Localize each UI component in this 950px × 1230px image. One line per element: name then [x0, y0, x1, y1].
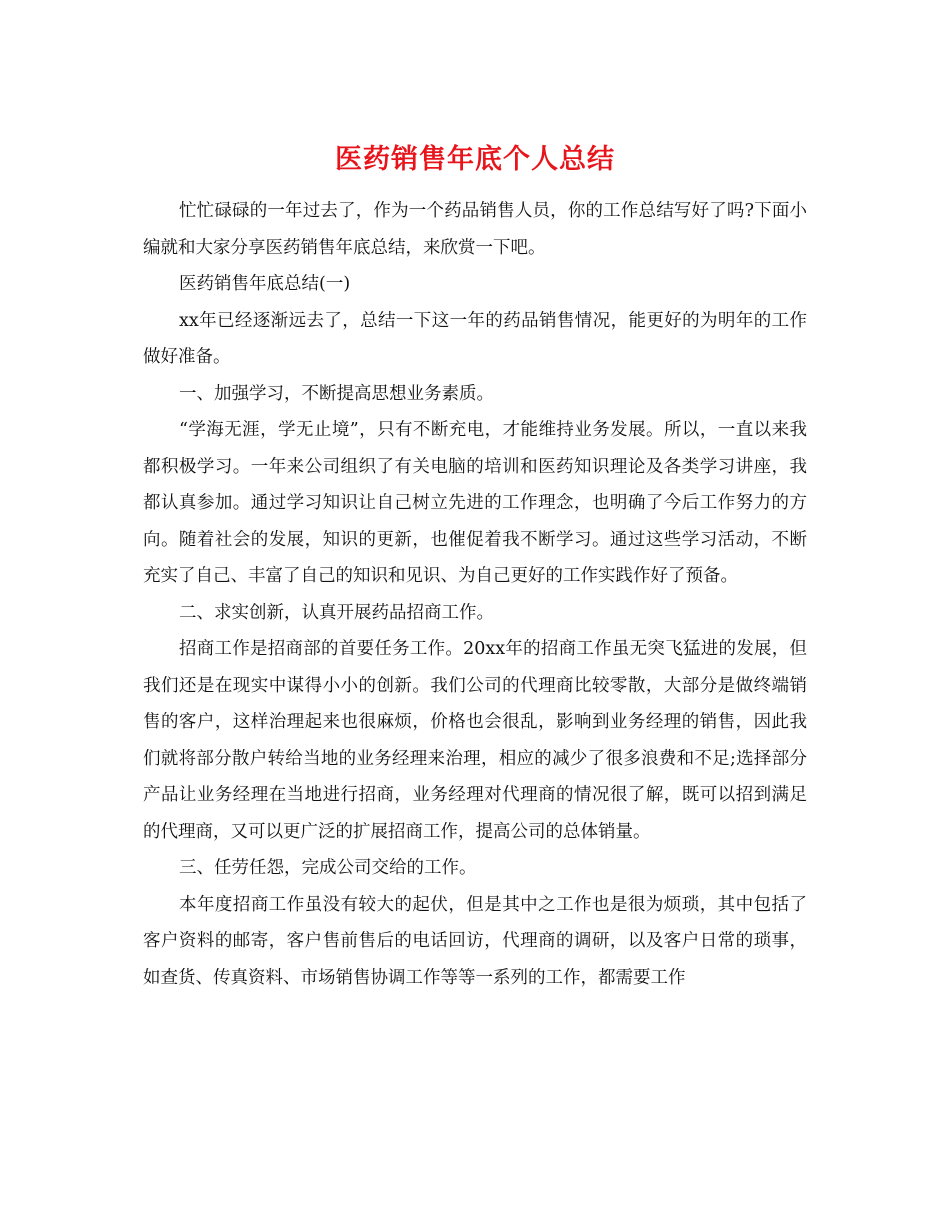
- section-heading-2: 二、求实创新，认真开展药品招商工作。: [179, 602, 494, 623]
- paragraph: xx年已经逐渐远去了，总结一下这一年的药品销售情况，能更好的为明年的工作做好准备。: [143, 310, 807, 367]
- paragraph: 本年度招商工作虽没有较大的起伏，但是其中之工作也是很为烦琐，其中包括了客户资料的邮寄，客户售前售后的电话回访，代理商的调研，以及客户日常的琐事，如查货、传真资料、市场销售协调工作等等一系列的工作，都需要工作: [143, 894, 807, 988]
- paragraph: 招商工作是招商部的首要任务工作。20xx年的招商工作虽无突飞猛进的发展，但我们还是在现实中谋得小小的创新。我们公司的代理商比较零散，大部分是做终端销售的客户，这样治理起来也很麻烦，价格也会很乱，影响到业务经理的销售，因此我们就将部分散户转给当地的业务经理来治理，相应的减少了很多浪费和不足;选择部分产品让业务经理在当地进行招商，业务经理对代理商的情况很了解，既可以招到满足的代理商，又可以更广泛的扩展招商工作，提高公司的总体销量。: [143, 639, 807, 842]
- document-body: [143, 193, 807, 996]
- section-heading-3: 三、任劳任怨，完成公司交给的工作。: [179, 858, 477, 878]
- section-heading-1: 一、加强学习，不断提高思想业务素质。: [179, 383, 494, 404]
- section-heading-summary-one: 医药销售年底总结(一): [179, 274, 351, 294]
- paragraph-intro: 忙忙碌碌的一年过去了，作为一个药品销售人员，你的工作总结写好了吗?下面小编就和大家分享医药销售年底总结，来欣赏一下吧。: [143, 201, 807, 258]
- paragraph: “学海无涯，学无止境”，只有不断充电，才能维持业务发展。所以，一直以来我都积极学习。一年来公司组织了有关电脑的培训和医药知识理论及各类学习讲座，我都认真参加。通过学习知识让自己树立先进的工作理念，也明确了今后工作努力的方向。随着社会的发展，知识的更新，也催促着我不断学习。通过这些学习活动，不断充实了自己、丰富了自己的知识和见识、为自己更好的工作实践作好了预备。: [143, 420, 807, 586]
- document-title: 医药销售年底个人总结: [335, 144, 615, 175]
